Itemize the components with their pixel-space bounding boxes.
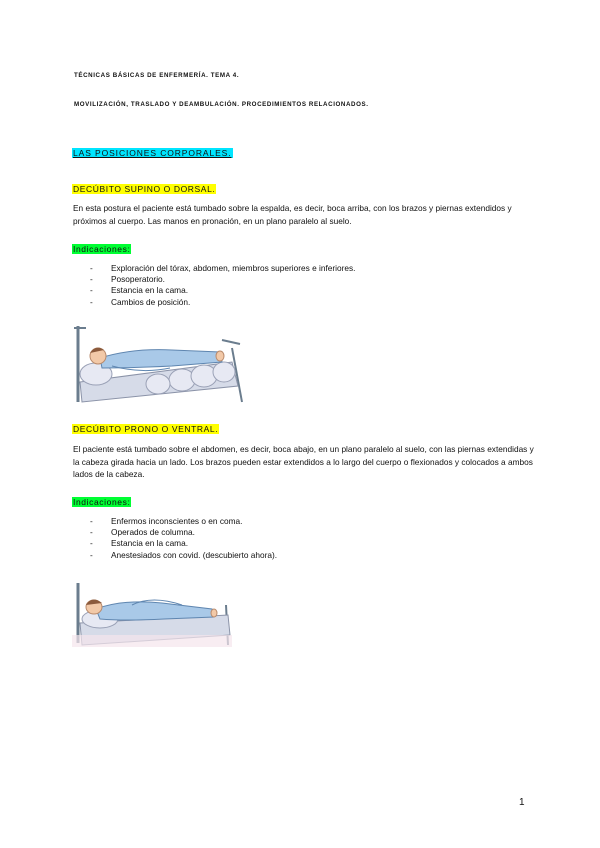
prono-indications-container [72,492,131,510]
section-title-container [72,143,233,161]
page-number: 1 [519,797,525,808]
prono-indications-list [73,516,277,561]
list-item: - Anestesiados con covid. (descubierto ahora). [73,550,277,561]
document-header-subtitle: MOVILIZACIÓN, TRASLADO Y DEAMBULACIÓN. PROCEDIMIENTOS RELACIONADOS. [74,101,369,108]
list-item: - Operados de columna. [73,527,277,538]
supino-title-container [72,179,216,197]
prono-title: DECÚBITO PRONO O VENTRAL. [73,424,219,434]
supino-indications-label: Indicaciones: [73,244,131,254]
list-item: - Estancia en la cama. [73,285,355,296]
prone-position-illustration [72,575,232,647]
supino-indications-container [72,239,131,257]
prono-description: El paciente está tumbado sobre el abdomen, es decir, boca abajo, en un plano paralelo al suelo, con las piernas extendidas y la cabeza girada hacia un lado. Los brazos pueden estar extendidos a lo largo del cuerpo o flexionados y colocados a ambos lados de la cabeza. [73,444,534,480]
supine-position-illustration [72,322,244,404]
supino-indications-list [73,263,355,308]
list-item: - Estancia en la cama. [73,538,277,549]
list-item: - Posoperatorio. [73,274,355,285]
supino-description: En esta postura el paciente está tumbado sobre la espalda, es decir, boca arriba, con los brazos y piernas extendidos y próximos al cuerpo. Las manos en pronación, en un plano paralelo al suelo. [73,203,512,226]
list-item: - Cambios de posición. [73,297,355,308]
list-item: - Exploración del tórax, abdomen, miembros superiores e inferiores. [73,263,355,274]
supino-title: DECÚBITO SUPINO O DORSAL. [73,184,216,194]
list-item: - Enfermos inconscientes o en coma. [73,516,277,527]
section-title: LAS POSICIONES CORPORALES. [73,148,232,158]
prono-title-container [72,419,219,437]
document-header-title: TÉCNICAS BÁSICAS DE ENFERMERÍA. TEMA 4. [74,72,240,79]
prono-indications-label: Indicaciones: [73,497,131,507]
